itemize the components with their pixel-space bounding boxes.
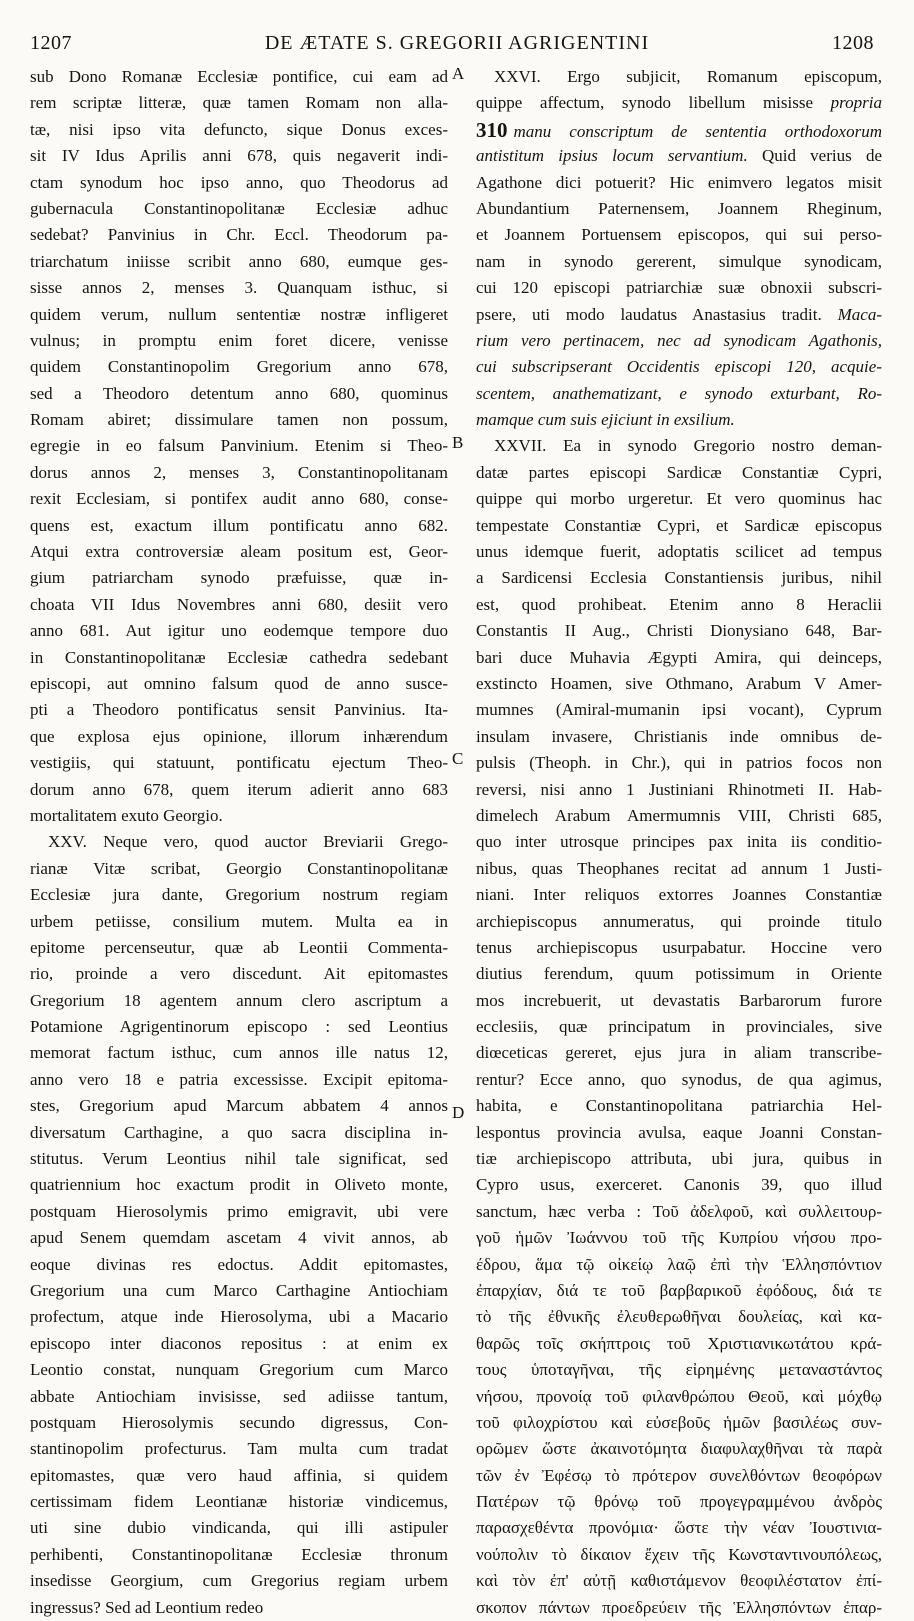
italic-span: propria [830,93,882,113]
italic-span: Maca- [837,304,882,324]
text-line [476,407,882,433]
text-line: pti a Theodoro pontificatus sensit Panvinius. Ita- [30,700,448,720]
text-line: epitome percenseutur, quæ ab Leontii Commenta- [30,937,448,957]
text-line [476,328,882,354]
text-line: sit IV Idus Aprilis anni 678, quis negaverit indi- [30,146,448,166]
text-line: et Joannem Portuensem episcopos, qui sui perso- [476,225,882,245]
text-line: Abundantium Paternensem, Joannem Rheginum, [476,198,882,218]
text-line: unus idemque fuerit, adoptatis scilicet ad tempus [476,542,882,562]
text-line: σκοπον πάντων προεδρεύειν τῆς Ἑλλησπόντων ἐπαρ- [476,1597,882,1617]
text-line: XXV. Neque vero, quod auctor Breviarii Grego- [48,832,448,852]
text-line: ingressus? Sed ad Leontium redeo [30,1597,264,1617]
text-line: gium patriarcham synodo præfuisse, quæ in- [30,568,448,588]
text-line: tempestate Constantiæ Cypri, et Sardicæ episcopus [476,515,882,535]
italic-span: mamque cum suis ejiciunt in exsilium. [476,410,735,430]
text-line: tiæ archiepiscopo attributa, ubi jura, quibus in [476,1149,882,1169]
text-line: insedisse Georgium, cum Gregorius regiam urbem [30,1571,448,1591]
text-line: uti sine dubio vindicanda, qui illi astipuler [30,1518,448,1538]
text-line: Leontio constat, nunquam Gregorium cum Marco [30,1360,448,1380]
text-line: postquam Hierosolymis primo emigravit, ubi vere [30,1201,448,1221]
text-span: psere, uti modo laudatus Anastasius tradit. [476,304,822,324]
text-line: sed a Theodoro detentum anno 680, quominus [30,383,448,403]
text-line [476,354,882,380]
text-line: rem scriptæ litteræ, quæ tamen Romam non alla- [30,93,448,113]
text-line: Cypro usus, exerceret. Canonis 39, quo illud [476,1175,882,1195]
text-line: rianæ Vitæ scribat, Georgio Constantinopolitanæ [30,858,448,878]
page-number-left: 1207 [30,32,72,54]
running-header [0,32,914,62]
text-line: episcopo inter diaconos repositus : at enim ex [30,1333,448,1353]
text-line: choata VII Idus Novembres anni 680, desiit vero [30,594,448,614]
text-line: cui 120 episcopi patriarchiæ suæ obnoxii subscri- [476,278,882,298]
text-line: postquam Hierosolymis secundo digressus, Con- [30,1412,448,1432]
text-line: quens est, exactum illum pontificatu anno 682. [30,515,448,535]
running-title: DE ÆTATE S. GREGORII AGRIGENTINI [264,32,650,54]
text-line: stantinopolim profecturus. Tam multa cum tradat [30,1439,448,1459]
text-line: diversatum Carthagine, a quo sacra disciplina in- [30,1122,448,1142]
text-line: perhibenti, Constantinopolitanæ Ecclesiæ thronum [30,1544,448,1564]
text-line: νήσου, προνοίᾳ τοῦ φιλανθρώπου Θεοῦ, καὶ μόχθῳ [476,1386,882,1406]
original-page-number: 310 [476,117,508,142]
text-span: Quid verius de [761,146,882,166]
text-line: dorum anno 678, quem iterum adierit anno 683 [30,779,448,799]
right-column-continuation [476,433,882,1621]
text-line: quo inter utrosque principes pax inita iis conditio- [476,832,882,852]
text-line: nibus, quas Theophanes recitat ad annum 1 Justi- [476,858,882,878]
text-line: sub Dono Romanæ Ecclesiæ pontifice, cui eam ad [30,67,448,86]
text-line: triarchatum iniisse scribit anno 680, eumque ges- [30,251,448,271]
text-line: insulam invasere, Christianis inde omnibus de- [476,726,882,746]
margin-letter-b: B [452,433,464,452]
text-line: sanctum, hæc verba : Τοῦ ἀδελφοῦ, καὶ συλλειτουρ- [476,1201,882,1221]
right-column [476,64,882,1621]
text-line: que explosa ejus opinione, illorum inhærendum [30,726,448,746]
text-line: Gregorium 18 agentem annum clero ascriptum a [30,990,448,1010]
text-line: sisse annos 2, menses 3. Quanquam isthuc, si [30,278,448,298]
margin-letter-a: A [452,64,465,83]
text-line: diutius ferendum, quum potissimum in Oriente [476,964,882,984]
text-line: XXVII. Ea in synodo Gregorio nostro deman- [494,436,882,456]
margin-letter-c: C [452,749,464,768]
text-line: ορῶμεν ὥστε ἀκαινοτόμητα διαφυλαχθῆναι τὰ παρὰ [476,1439,882,1459]
text-line: memorat factum isthuc, cum annos ille natus 12, [30,1043,448,1063]
text-line: Atqui extra controversiæ aleam positum est, Geor- [30,542,448,562]
text-line: quatriennium hoc exactum prodit in Oliveto monte, [30,1175,448,1195]
text-line: rentur? Ecce anno, quo synodus, de qua agimus, [476,1069,882,1089]
text-line: ctam synodum hoc ipso anno, quo Theodorus ad [30,172,448,192]
text-line: bari duce Muhavia Ægypti Amira, qui deinceps, [476,647,882,667]
text-line: datæ partes episcopi Sardicæ Constantiæ Cypri, [476,462,882,482]
text-line: gubernacula Constantinopolitanæ Ecclesiæ adhuc [30,198,448,218]
text-line: stitutus. Verum Leontius nihil tale significat, sed [30,1149,448,1169]
text-line: rio, proinde a vero discedunt. Ait epitomastes [30,964,448,984]
italic-span: cui subscripserant Occidentis episcopi 120, acquie- [476,357,882,377]
text-line: episcopi, aut omnino falsum quod de anno susce- [30,673,448,693]
text-line: reversi, nisi anno 1 Justiniani Rhinotmeti II. Hab- [476,779,882,799]
italic-span: scentem, anathematizant, e synodo exturbant, Ro- [476,383,882,403]
text-line: abbate Antiochiam invisisse, sed adiisse tantum, [30,1386,448,1406]
text-line: γοῦ ἡμῶν Ἰωάννου τοῦ τῆς Κυπρίου νήσου προ- [476,1228,882,1248]
text-line [476,143,882,169]
text-line: Πατέρων τῷ θρόνῳ τοῦ προγεγραμμένου ἀνδρὸς [476,1492,882,1512]
text-line [476,302,882,328]
text-line: habita, e Constantinopolitana patriarchia Hel- [476,1096,882,1116]
text-line: Agathone dici potuerit? Hic enimvero legatos misit [476,172,882,192]
text-line: anno vero 18 e patria excessisse. Excipit epitoma- [30,1069,448,1089]
text-line: archiepiscopus annumeratus, qui proinde titulo [476,911,882,931]
text-line: niani. Inter reliquos extorres Joannes Constantiæ [476,885,882,905]
text-line: mortalitatem exuto Georgio. [30,805,223,825]
text-line: τῶν ἐν Ἐφέσῳ τὸ πρότερον συνελθόντων θεοφόρων [476,1465,882,1485]
text-line: Potamione Agrigentinorum episcopo : sed Leontius [30,1017,448,1037]
text-line: θαρῶς τοῖς σκήπτροις τοῦ Χριστιανικωτάτου κρά- [476,1333,882,1353]
italic-span: antistitum ipsius locum servantium. [476,146,748,166]
italic-span: manu conscriptum de sententia orthodoxorum [513,121,882,141]
text-line [476,381,882,407]
text-line [476,117,882,143]
text-line: certissimam fidem Leontianæ historiæ vindicemus, [30,1492,448,1512]
text-line: quidem Constantinopolim Gregorium anno 678, [30,357,448,377]
text-line: tæ, nisi ipso vita defuncto, sique Donus exces- [30,119,448,139]
text-line: rexit Ecclesiam, si pontifex audit anno 680, conse- [30,489,448,509]
text-line: quippe qui morbo urgeretur. Et vero quominus hac [476,489,882,509]
left-column [30,64,448,1621]
text-line: lespontus provincia avulsa, eaque Joanni Constan- [476,1122,882,1142]
text-line: dimelech Arabum Amermumnis VIII, Christi 685, [476,805,882,825]
text-line: anno 681. Aut igitur uno eodemque tempore duo [30,621,448,641]
text-line: ecclesiis, quæ principatum in provinciales, sive [476,1017,882,1037]
text-line: Romam abiret; dissimulare tamen non possum, [30,410,448,430]
text-line: vulnus; in promptu enim foret dicere, venisse [30,330,448,350]
text-line: egregie in eo falsum Panvinium. Etenim si Theo- [30,436,448,456]
margin-letter-d: D [452,1103,465,1122]
text-line: Constantis II Aug., Christi Dionysiano 648, Bar- [476,621,882,641]
text-line: exstincto Hoamen, sive Othmano, Arabum V Amer- [476,673,882,693]
text-line: τους ὑποταγῆναι, τῆς εἰρημένης μεταναστάντος [476,1360,882,1380]
text-line: Gregorium una cum Marco Carthagine Antiochiam [30,1280,448,1300]
text-line: est, quod prohibeat. Etenim anno 8 Heraclii [476,594,882,614]
text-line: mos increbuerit, ut devastatis Barbarorum furore [476,990,882,1010]
page-number-right: 1208 [832,32,874,54]
text-line [476,90,882,116]
text-span: quippe affectum, synodo libellum misisse [476,93,814,113]
text-line: παρασχεθέντα προνόμια· ὥστε τὴν νέαν Ἰουστινια- [476,1518,882,1538]
text-line: a Sardicensi Ecclesia Constantiensis juribus, nihil [476,568,882,588]
text-line: eoque divinas res edoctus. Addit epitomastes, [30,1254,448,1274]
text-line: in Constantinopolitanæ Ecclesiæ cathedra sedebant [30,647,448,667]
text-line: nam in synodo gererent, simulque synodicam, [476,251,882,271]
text-line: καὶ τὸν ἐπ' αὐτῇ καθιστάμενον θεοφιλέστατον ἐπί- [476,1571,882,1591]
text-line: profectum, atque inde Hierosolyma, ubi a Macario [30,1307,448,1327]
italic-span: rium vero pertinacem, nec ad synodicam Agathonis, [476,330,882,350]
text-line: pulsis (Theoph. in Chr.), qui in patrios focos non [476,753,882,773]
text-line: τοῦ φιλοχρίστου καὶ εὐσεβοῦς ἡμῶν βασιλέως συν- [476,1412,882,1432]
text-line: mumnes (Amiral-mumanin ipsi vocant), Cyprum [476,700,882,720]
text-line: tenus archiepiscopus usurpabatur. Hoccine vero [476,937,882,957]
text-line: epitomastes, quæ vero haud affinia, si quidem [30,1465,448,1485]
text-line: dorus annos 2, menses 3, Constantinopolitanam [30,462,448,482]
text-line: τὸ τῆς ἐθνικῆς ἐλευθερωθῆναι δουλείας, καὶ κα- [476,1307,882,1327]
text-line: XXVI. Ergo subjicit, Romanum episcopum, [494,67,882,86]
text-line: stes, Gregorium apud Marcum abbatem 4 annos [30,1096,448,1116]
text-line: vestigiis, qui statuunt, pontificatu ejectum Theo- [30,753,448,773]
text-line: sedebat? Panvinius in Chr. Eccl. Theodorum pa- [30,225,448,245]
text-line: urbem petiisse, consilium mutem. Multa ea in [30,911,448,931]
text-line: έδρου, ἅμα τῷ οἰκείῳ λαῷ ἐπὶ τὴν Ἑλλησπόντιον [476,1254,882,1274]
text-line: quidem verum, nullum sententiæ nostræ infligeret [30,304,448,324]
text-line: νούπολιν τὸ δίκαιον ἔχειν τῆς Κωνσταντινουπόλεως, [476,1544,882,1564]
text-line: apud Senem quemdam ascetam 4 vivit annos, ab [30,1228,448,1248]
text-line: ἐπαρχίαν, διά τε τοῦ βαρβαρικοῦ ἐφόδους, διά τε [476,1280,882,1300]
text-line: Ecclesiæ jura dante, Gregorium nostrum regiam [30,885,448,905]
text-line: diœceticas gereret, ejus jura in aliam transcribe- [476,1043,882,1063]
